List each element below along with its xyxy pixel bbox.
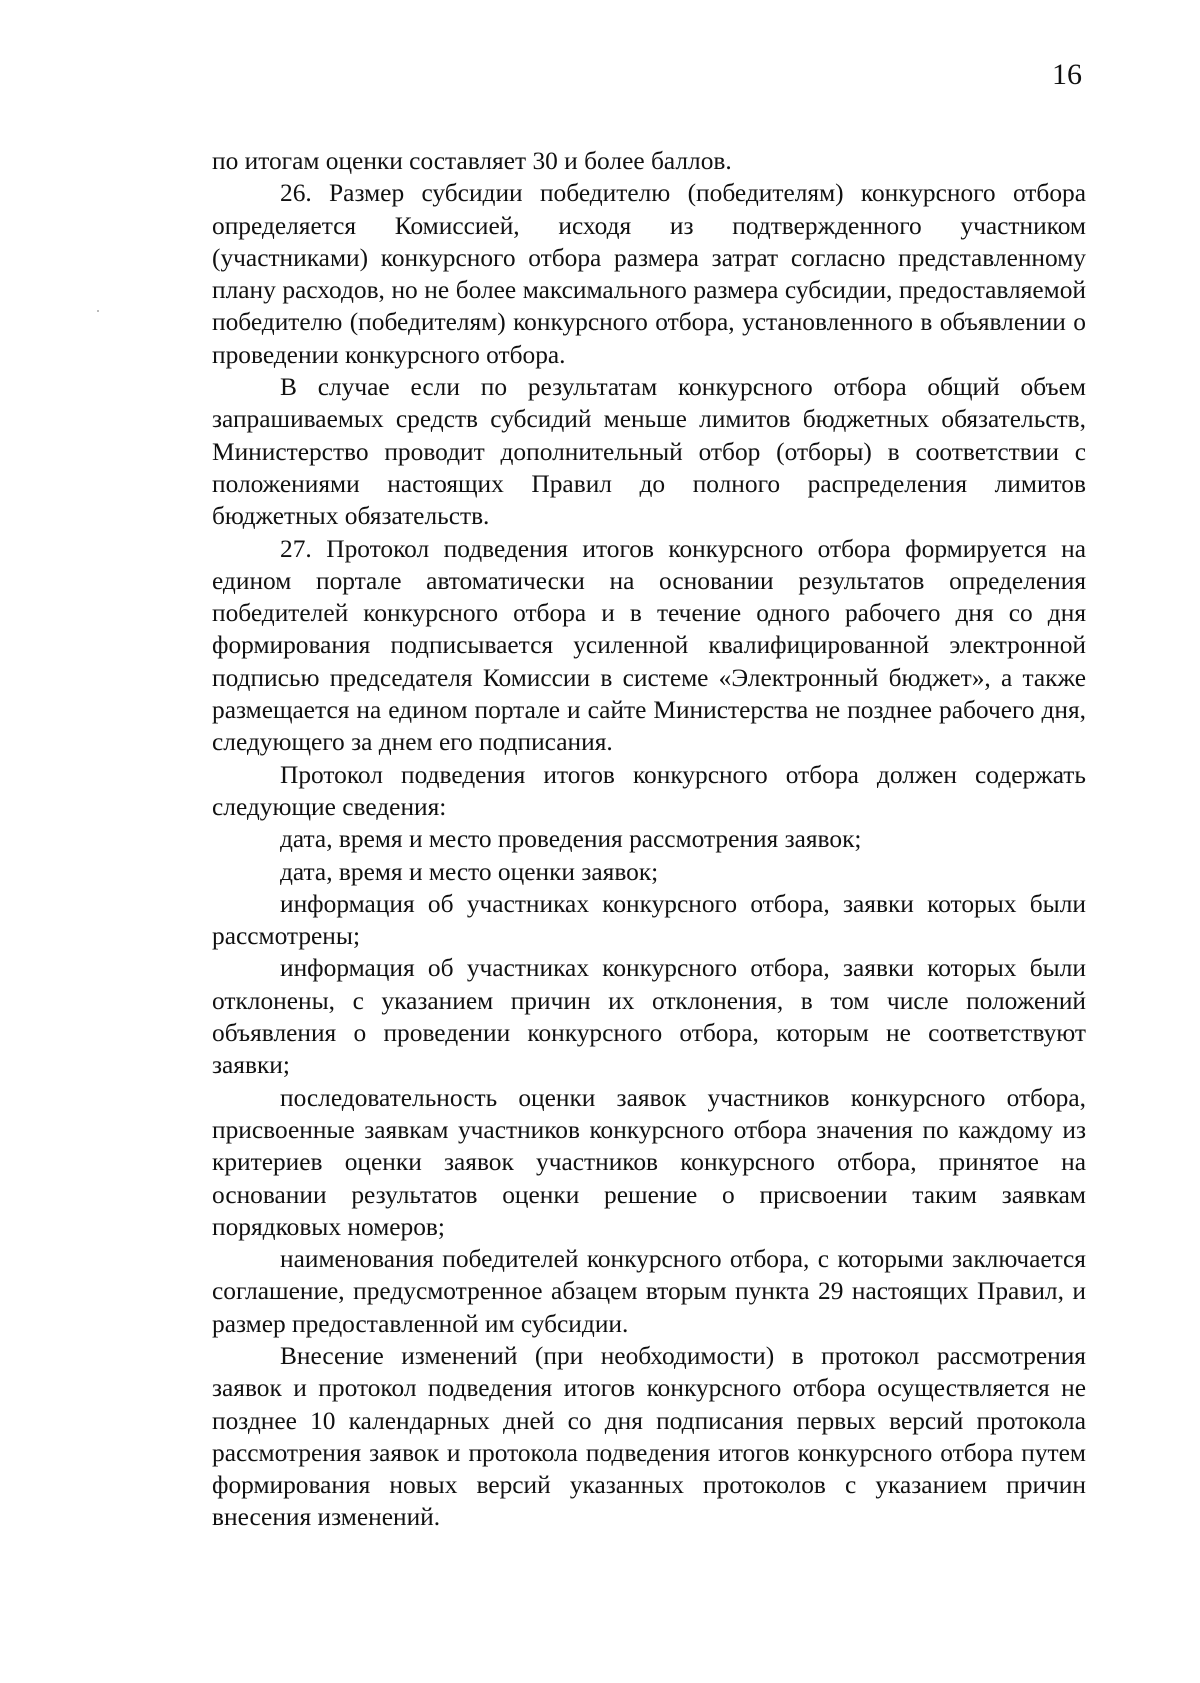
list-item: информация об участниках конкурсного отбора, заявки которых были рассмотрены;	[212, 889, 1086, 951]
scan-artifact-dot	[97, 310, 99, 312]
paragraph-additional-selection: В случае если по результатам конкурсного отбора общий объем запрашиваемых средств субсидий меньше лимитов бюджетных обязательств, Министерство проводит дополнительный отбор (отборы) в соответствии с положениями настоящих Правил до полного распределения лимитов бюджетных обязательств.	[212, 373, 1086, 531]
paragraph-protocol-changes: Внесение изменений (при необходимости) в протокол рассмотрения заявок и протокол подведения итогов конкурсного отбора осуществляется не позднее 10 календарных дней со дня подписания первых версий протокола рассмотрения заявок и протокола подведения итогов конкурсного отбора путем формирования новых версий указанных протоколов с указанием причин внесения изменений.	[212, 1341, 1086, 1532]
list-item: дата, время и место оценки заявок;	[280, 857, 659, 886]
paragraph-protocol-contents: Протокол подведения итогов конкурсного отбора должен содержать следующие сведения:	[212, 760, 1086, 821]
paragraph-continuation: по итогам оценки составляет 30 и более баллов.	[212, 147, 732, 175]
paragraph-item-27: 27. Протокол подведения итогов конкурсного отбора формируется на едином портале автоматически на основании результатов определения победителей конкурсного отбора и в течение одного рабочего дня со дня формирования подписывается усиленной квалифицированной электронной подписью председателя Комиссии в системе «Электронный бюджет», а также размещается на едином портале и сайте Министерства не позднее рабочего дня, следующего за днем его подписания.	[212, 534, 1086, 757]
list-item: информация об участниках конкурсного отбора, заявки которых были отклонены, с указанием причин их отклонения, в том числе положений объявления о проведении конкурсного отбора, которым не соответствуют заявки;	[212, 954, 1086, 1080]
list-item: дата, время и место проведения рассмотрения заявок;	[280, 825, 862, 854]
page-number: 16	[1052, 58, 1082, 91]
list-item: последовательность оценки заявок участников конкурсного отбора, присвоенные заявкам участников конкурсного отбора значения по каждому из критериев оценки заявок участников конкурсного отбора, принятое на основании результатов оценки решение о присвоении таким заявкам порядковых номеров;	[212, 1083, 1086, 1241]
list-item: наименования победителей конкурсного отбора, с которыми заключается соглашение, предусмотренное абзацем вторым пункта 29 настоящих Правил, и размер предоставленной им субсидии.	[212, 1245, 1086, 1338]
paragraph-item-26: 26. Размер субсидии победителю (победителям) конкурсного отбора определяется Комиссией, исходя из подтвержденного участником (участниками) конкурсного отбора размера затрат согласно представленному плану расходов, но не более максимального размера субсидии, предоставляемой победителю (победителям) конкурсного отбора, установленного в объявлении о проведении конкурсного отбора.	[212, 179, 1086, 369]
document-body	[212, 145, 1086, 1534]
